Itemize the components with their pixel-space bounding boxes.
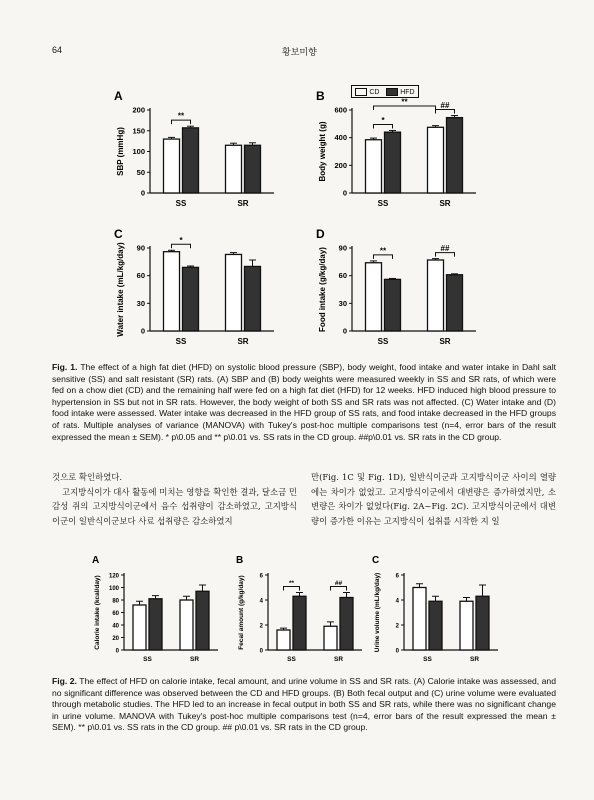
bar [324, 626, 337, 650]
chart-svg [232, 553, 372, 668]
bar [428, 127, 444, 193]
significance-label: ** [288, 580, 295, 587]
bar [385, 279, 401, 331]
bar [164, 139, 180, 193]
x-tick-label: SS [423, 656, 432, 663]
y-tick-label: 100 [108, 586, 119, 592]
panel-letter: D [316, 227, 325, 241]
fig1-caption-label: Fig. 1. [52, 362, 78, 372]
y-tick-label: 30 [338, 298, 347, 308]
bar [447, 118, 463, 193]
fig2-panel-a [88, 553, 228, 668]
chart-svg [312, 228, 492, 353]
fig2-panel-c [368, 553, 508, 668]
legend-cd: CD [355, 88, 379, 96]
body-paragraph: 만(Fig. 1C 및 Fig. 1D), 일반식이군과 고지방식이군 사이의 열량에는 차이가 없었고. 고지방식이군에서 대변량은 증가하였지만, 소변량은 차이가 없었다(Fig. 2A~Fig. 2C). 고지방식이군에서 대변량이 증가한 이유는 고지방식이 섭취를 시작한 지 일 [311, 472, 556, 526]
significance-bracket [436, 110, 455, 114]
chart-svg [110, 228, 290, 353]
panel-letter: A [92, 555, 100, 566]
y-tick-label: 20 [112, 636, 119, 642]
bar [183, 128, 199, 193]
y-tick-label: 0 [140, 326, 145, 336]
y-tick-label: 90 [136, 243, 145, 253]
y-tick-label: 0 [259, 648, 263, 655]
fig1-caption-text: The effect of a high fat diet (HFD) on systolic blood pressure (SBP), body weight, food intake and water intake in Dahl salt sensitive (SS) and salt resistant (SR) rats. (A) SBP and (B) body weights were measured weekly in SS and SR rats, of which were fed on a chow diet (CD) and the remaining half were fed on a high fat diet (HFD) for 12 weeks. HFD induced high blood pressure to hypertension in SS but not in SR rats. However, the body weight of both SS and SR rats was not affected. (C) Water intake and (D) food intake were assessed. Water intake was decreased in the HFD group of SS rats, and food intake decreased in the HFD groups of rats. Multiple analyses of variance (MANOVA) with Tukey's post-hoc multiple comparisons test (n=4, error bars of the result expressed the mean ± SEM). * p\0.05 and ** p\0.01 vs. SS rats in the CD group. ##p\0.01 vs. SR rats in the CD group. [52, 362, 557, 442]
x-tick-label: SS [143, 656, 152, 663]
page-number: 64 [52, 45, 63, 55]
y-tick-label: 600 [334, 105, 347, 115]
fig2-caption-text: The effect of HFD on calorie intake, fecal amount, and urine volume in SS and SR rats. (A) Calorie intake was assessed, and no significant difference was observed between the CD and HFD groups. (B) Both fecal output and (C) urine volume were evaluated through metabolic studies. The HFD led to an increase in fecal output in both SS and SR rats, while there was no significant change in urine volume. MANOVA with Tukey's post-hoc multiple comparisons test (n=4, error bars of the result expressed the mean ± SEM). ** p\0.01 vs. SS rats in the CD group. ## p\0.01 vs. SR rats in the CD group. [52, 676, 556, 733]
legend-hfd: HFD [386, 88, 414, 96]
y-axis-label: Food intake (g/kg/day) [318, 247, 327, 332]
y-tick-label: 200 [334, 160, 347, 170]
significance-bracket [331, 587, 347, 591]
y-axis-label: Urine volume (mL/kg/day) [374, 572, 381, 653]
body-paragraph: 고지방식이가 대사 활동에 미치는 영향을 확인한 결과, 달소금 민감성 쥐의 고지방식이군에서 음수 섭취량이 감소하였고, 고지방식이군이 일반식이군보다 사료 섭취량은 감소하였지 [52, 486, 297, 526]
significance-bracket [172, 120, 191, 124]
fig1-panel-b [312, 90, 492, 215]
body-right-column [311, 470, 556, 528]
y-tick-label: 0 [140, 188, 145, 198]
fig2-panel-b [232, 553, 372, 668]
bar [293, 596, 306, 650]
bar [183, 267, 199, 331]
bar [226, 254, 242, 331]
bar [476, 596, 489, 650]
fig1-panel-c [110, 228, 290, 353]
x-tick-label: SS [175, 337, 187, 346]
y-tick-label: 80 [112, 598, 119, 605]
body-left-column [52, 470, 297, 528]
bar [226, 145, 242, 193]
y-tick-label: 0 [342, 326, 347, 336]
chart-svg [88, 553, 228, 668]
chart-svg [312, 90, 492, 215]
chart-svg [110, 90, 290, 215]
y-tick-label: 2 [395, 623, 399, 630]
panel-letter: A [114, 89, 123, 103]
x-tick-label: SS [377, 199, 389, 208]
y-tick-label: 4 [259, 598, 263, 605]
y-tick-label: 200 [132, 105, 145, 115]
fig1-panel-d [312, 228, 492, 353]
bar [385, 132, 401, 193]
bar [245, 145, 261, 193]
bar [180, 600, 193, 650]
y-tick-label: 6 [395, 573, 399, 580]
y-axis-label: Body weight (g) [318, 121, 327, 182]
significance-label: ** [379, 246, 387, 256]
significance-bracket [284, 587, 300, 591]
bar [340, 598, 353, 651]
panel-letter: C [114, 227, 123, 241]
significance-label: ## [334, 580, 343, 587]
x-tick-label: SR [439, 199, 451, 208]
significance-label: ** [177, 111, 185, 121]
y-tick-label: 400 [334, 133, 347, 143]
y-tick-label: 50 [136, 167, 145, 177]
y-tick-label: 60 [338, 271, 347, 281]
significance-bracket [374, 124, 393, 128]
significance-label: * [179, 235, 183, 245]
significance-bracket [374, 106, 436, 110]
panel-letter: B [236, 555, 244, 566]
y-axis-label: Calorie intake (kcal/day) [94, 575, 101, 650]
y-tick-label: 90 [338, 243, 347, 253]
bar [366, 263, 382, 331]
significance-label: ** [401, 97, 408, 107]
fig2-caption-label: Fig. 2. [52, 676, 77, 686]
chart-svg [368, 553, 508, 668]
y-tick-label: 0 [395, 648, 399, 655]
panel-letter: B [316, 89, 325, 103]
bar [447, 275, 463, 331]
running-head: 황보미향 [282, 47, 317, 57]
fig2-caption [52, 676, 556, 734]
y-tick-label: 30 [136, 298, 145, 308]
significance-bracket [436, 253, 455, 257]
bar [366, 140, 382, 193]
y-axis-label: Fecal amount (g/kg/day) [238, 575, 245, 650]
bar [149, 599, 162, 650]
bar [428, 260, 444, 331]
y-tick-label: 6 [259, 573, 263, 580]
bar [429, 601, 442, 650]
x-tick-label: SR [439, 337, 451, 346]
significance-label: ## [440, 244, 450, 254]
x-tick-label: SR [237, 199, 249, 208]
significance-label: ## [440, 101, 450, 111]
y-tick-label: 4 [395, 598, 399, 605]
panel-letter: C [372, 555, 380, 566]
significance-bracket [374, 255, 393, 259]
bar [196, 591, 209, 650]
body-paragraph: 것으로 확인하였다. [52, 472, 123, 482]
bar [164, 252, 180, 331]
bar [413, 588, 426, 651]
y-tick-label: 120 [108, 573, 119, 580]
x-tick-label: SS [377, 337, 389, 346]
fig1-caption [52, 362, 556, 443]
y-tick-label: 150 [132, 126, 145, 136]
y-axis-label: SBP (mmHg) [116, 127, 125, 176]
x-tick-label: SS [175, 199, 187, 208]
x-tick-label: SR [333, 656, 344, 663]
y-tick-label: 40 [112, 623, 119, 630]
bar [277, 630, 290, 650]
y-tick-label: 0 [115, 648, 119, 655]
y-tick-label: 2 [259, 623, 263, 630]
x-tick-label: SR [237, 337, 249, 346]
x-tick-label: SR [469, 656, 480, 663]
significance-bracket [172, 244, 191, 248]
y-tick-label: 60 [112, 611, 119, 617]
bar [245, 266, 261, 331]
y-tick-label: 0 [342, 188, 347, 198]
x-tick-label: SS [287, 656, 296, 663]
y-tick-label: 60 [136, 271, 145, 281]
y-tick-label: 100 [132, 147, 145, 156]
bar [460, 601, 473, 650]
x-tick-label: SR [189, 656, 200, 663]
fig1-panel-a [110, 90, 290, 215]
y-axis-label: Water intake (mL/kg/day) [116, 242, 125, 337]
bar [133, 605, 146, 650]
significance-label: * [381, 115, 385, 125]
